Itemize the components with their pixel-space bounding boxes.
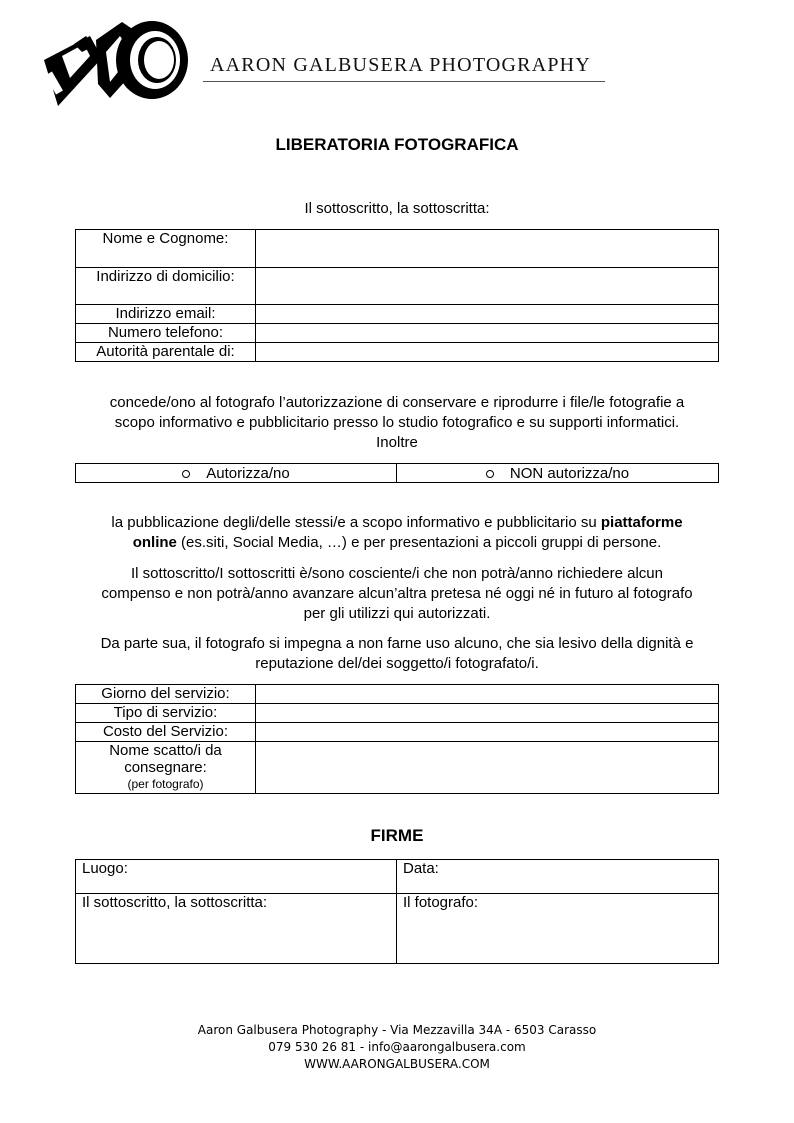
shots-label-note: (per fotografo) <box>127 777 204 791</box>
option-authorize-label: Autorizza/no <box>206 464 290 482</box>
commitment-paragraph <box>0 634 794 674</box>
waiver-line: Il sottoscritto/I sottoscritti è/sono cosciente/i che non potrà/anno richiedere alcun <box>131 565 663 582</box>
table-row <box>76 685 719 704</box>
consent-line: concede/ono al fotografo l’autorizzazione di conservare e riprodurre i file/le fotografie a <box>109 394 685 411</box>
option-not-authorize[interactable] <box>397 464 719 483</box>
authorization-options <box>75 463 719 483</box>
signature-signer-label: Il sottoscritto, la sottoscritta: <box>82 894 268 911</box>
field-address-input[interactable] <box>256 268 719 305</box>
waiver-paragraph <box>0 564 794 624</box>
signature-photographer-cell[interactable] <box>397 894 719 964</box>
consent-line: scopo informativo e pubblicitario presso lo studio fotografico e su supporti informatici. <box>114 414 680 431</box>
option-not-authorize-label: NON autorizza/no <box>509 464 630 482</box>
shots-label-line: Nome scatto/i da <box>109 742 222 759</box>
signature-date-label: Data: <box>403 860 439 877</box>
table-row <box>76 723 719 742</box>
signatures-table <box>75 859 719 964</box>
field-email-input[interactable] <box>256 305 719 324</box>
signature-place-label: Luogo: <box>82 860 128 877</box>
field-label-service-day: Giorno del servizio: <box>76 685 256 704</box>
table-row <box>76 894 719 964</box>
field-label-service-cost: Costo del Servizio: <box>76 723 256 742</box>
consent-paragraph <box>0 393 794 453</box>
option-authorize[interactable] <box>76 464 397 483</box>
field-label-service-type: Tipo di servizio: <box>76 704 256 723</box>
table-row <box>76 305 719 324</box>
field-phone-input[interactable] <box>256 324 719 343</box>
field-label-shots <box>76 742 256 794</box>
field-label-phone: Numero telefono: <box>76 324 256 343</box>
commitment-line: Da parte sua, il fotografo si impegna a non farne uso alcuno, che sia lesivo della dignità e <box>100 635 694 652</box>
service-table <box>75 684 719 794</box>
signature-place-cell[interactable] <box>76 860 397 894</box>
field-parental-input[interactable] <box>256 343 719 362</box>
consent-line: Inoltre <box>376 434 418 451</box>
signatures-heading: FIRME <box>370 826 424 845</box>
commitment-line: reputazione del/dei soggetto/i fotografato/i. <box>255 655 539 672</box>
publication-paragraph <box>0 513 794 553</box>
waiver-line: compenso e non potrà/anno avanzare alcun’altra pretesa né oggi né in futuro al fotografo <box>101 585 693 602</box>
radio-circle-icon[interactable] <box>486 470 494 478</box>
shots-label-line: consegnare: <box>124 759 207 776</box>
footer-address: Aaron Galbusera Photography - Via Mezzavilla 34A - 6503 Carasso <box>197 1023 597 1037</box>
signature-photographer-label: Il fotografo: <box>403 894 479 911</box>
table-row <box>76 860 719 894</box>
field-shots-input[interactable] <box>256 742 719 794</box>
intro-text: Il sottoscritto, la sottoscritta: <box>304 200 490 217</box>
publication-bold: piattaforme <box>600 514 683 531</box>
field-service-day-input[interactable] <box>256 685 719 704</box>
field-label-email: Indirizzo email: <box>76 305 256 324</box>
table-row <box>76 742 719 794</box>
field-service-cost-input[interactable] <box>256 723 719 742</box>
publication-bold: online <box>132 534 177 551</box>
field-label-address: Indirizzo di domicilio: <box>76 268 256 305</box>
camera-lens-logo-icon <box>40 16 195 116</box>
field-name-input[interactable] <box>256 230 719 268</box>
table-row <box>76 268 719 305</box>
table-row <box>76 324 719 343</box>
field-label-name: Nome e Cognome: <box>76 230 256 268</box>
radio-circle-icon[interactable] <box>182 470 190 478</box>
publication-text: la pubblicazione degli/delle stessi/e a scopo informativo e pubblicitario su <box>111 514 601 531</box>
field-label-parental: Autorità parentale di: <box>76 343 256 362</box>
signature-signer-cell[interactable] <box>76 894 397 964</box>
page-footer <box>0 1022 794 1073</box>
page-title: LIBERATORIA FOTOGRAFICA <box>275 135 519 154</box>
waiver-line: per gli utilizzi qui autorizzati. <box>303 605 491 622</box>
footer-contact: 079 530 26 81 - info@aarongalbusera.com <box>268 1040 526 1054</box>
table-row <box>76 343 719 362</box>
brand-name: AARON GALBUSERA PHOTOGRAPHY <box>210 54 591 76</box>
footer-website: WWW.AARONGALBUSERA.COM <box>304 1057 490 1071</box>
brand-divider <box>203 81 605 82</box>
signature-date-cell[interactable] <box>397 860 719 894</box>
personal-data-table <box>75 229 719 362</box>
publication-text: (es.siti, Social Media, …) e per presentazioni a piccoli gruppi di persone. <box>176 534 662 551</box>
table-row <box>76 704 719 723</box>
table-row <box>76 230 719 268</box>
field-service-type-input[interactable] <box>256 704 719 723</box>
